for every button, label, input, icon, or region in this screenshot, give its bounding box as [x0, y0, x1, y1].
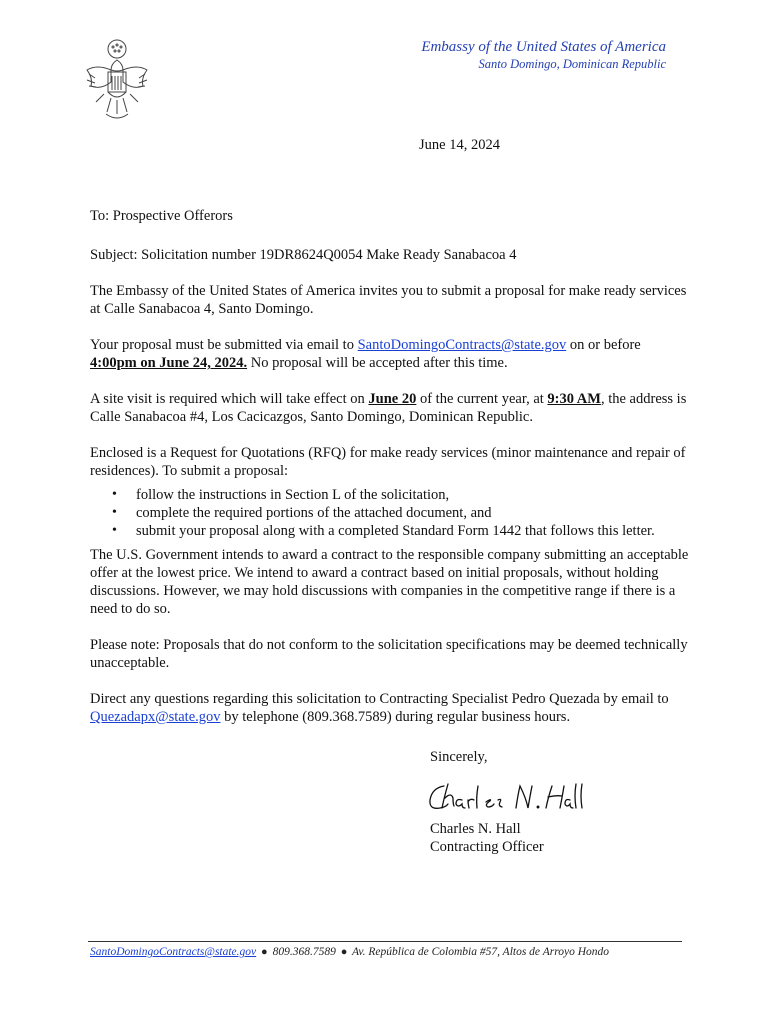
questions-text: Direct any questions regarding this solicitation to Contracting Specialist Pedro Quezada by email to: [90, 691, 669, 707]
footer: [90, 946, 609, 958]
great-seal-eagle-icon: [84, 36, 150, 124]
subject-line: Subject: Solicitation number 19DR8624Q0054 Make Ready Sanabacoa 4: [90, 247, 517, 263]
note-paragraph: Please note: Proposals that do not conform to the solicitation specifications may be deemed technically unacceptable.: [90, 637, 688, 671]
bullet-icon: ●: [340, 946, 348, 958]
bullet-icon: ●: [261, 946, 268, 958]
submission-text: No proposal will be accepted after this time.: [247, 355, 508, 371]
site-visit-text: A site visit is required which will take effect on: [90, 391, 369, 407]
award-paragraph: The U.S. Government intends to award a contract to the responsible company submitting an acceptable offer at the lowest price. We intend to award a contract based on initial proposals, without holding discussions. However, we may hold discussions with companies in the competitive range if there is a need to do so.: [90, 547, 689, 617]
questions-paragraph: [90, 690, 690, 726]
site-visit-time: 9:30 AM: [547, 391, 601, 407]
list-item: • complete the required portions of the attached document, and: [90, 504, 690, 522]
list-item: • follow the instructions in Section L of the solicitation,: [90, 486, 690, 504]
letterhead: [421, 38, 666, 72]
footer-phone: 809.368.7589: [272, 946, 336, 958]
signer-name: Charles N. Hall: [430, 821, 521, 837]
handwritten-signature: [426, 780, 586, 816]
list-item: • submit your proposal along with a completed Standard Form 1442 that follows this letter.: [90, 522, 690, 540]
submission-paragraph: [90, 336, 690, 372]
deadline-text: 4:00pm on June 24, 2024.: [90, 355, 248, 371]
recipient-line: To: Prospective Offerors: [90, 208, 233, 224]
questions-text: by telephone (809.368.7589) during regular business hours.: [220, 709, 571, 725]
intro-paragraph: The Embassy of the United States of America invites you to submit a proposal for make ready services at Calle Sanabacoa 4, Santo Domingo.: [90, 283, 687, 317]
site-visit-paragraph: [90, 390, 690, 426]
letterhead-title: Embassy of the United States of America: [421, 39, 666, 55]
letter-date: June 14, 2024: [419, 137, 500, 153]
letter-body: [90, 207, 690, 726]
letterhead-subtitle: Santo Domingo, Dominican Republic: [478, 57, 666, 71]
footer-address: Av. República de Colombia #57, Altos de Arroyo Hondo: [352, 946, 610, 958]
specialist-email-link[interactable]: Quezadapx@state.gov: [90, 709, 221, 725]
submission-text: on or before: [566, 337, 641, 353]
contracts-email-link[interactable]: SantoDomingoContracts@state.gov: [357, 337, 567, 353]
instructions-list: [90, 486, 690, 540]
footer-divider: [88, 941, 682, 942]
footer-email-link[interactable]: SantoDomingoContracts@state.gov: [90, 946, 257, 958]
signer-title: Contracting Officer: [430, 839, 544, 855]
submission-text: Your proposal must be submitted via email to: [90, 337, 358, 353]
signer-block: [430, 820, 544, 856]
site-visit-date: June 20: [368, 391, 417, 407]
enclosed-paragraph: Enclosed is a Request for Quotations (RFQ) for make ready services (minor maintenance and repair of residences). To submit a proposal:: [90, 445, 686, 479]
site-visit-text: , the address is Calle Sanabacoa #4, Los Cacicazgos, Santo Domingo, Dominican Republic.: [90, 391, 687, 425]
closing: Sincerely,: [430, 749, 488, 765]
site-visit-text: of the current year, at: [416, 391, 548, 407]
